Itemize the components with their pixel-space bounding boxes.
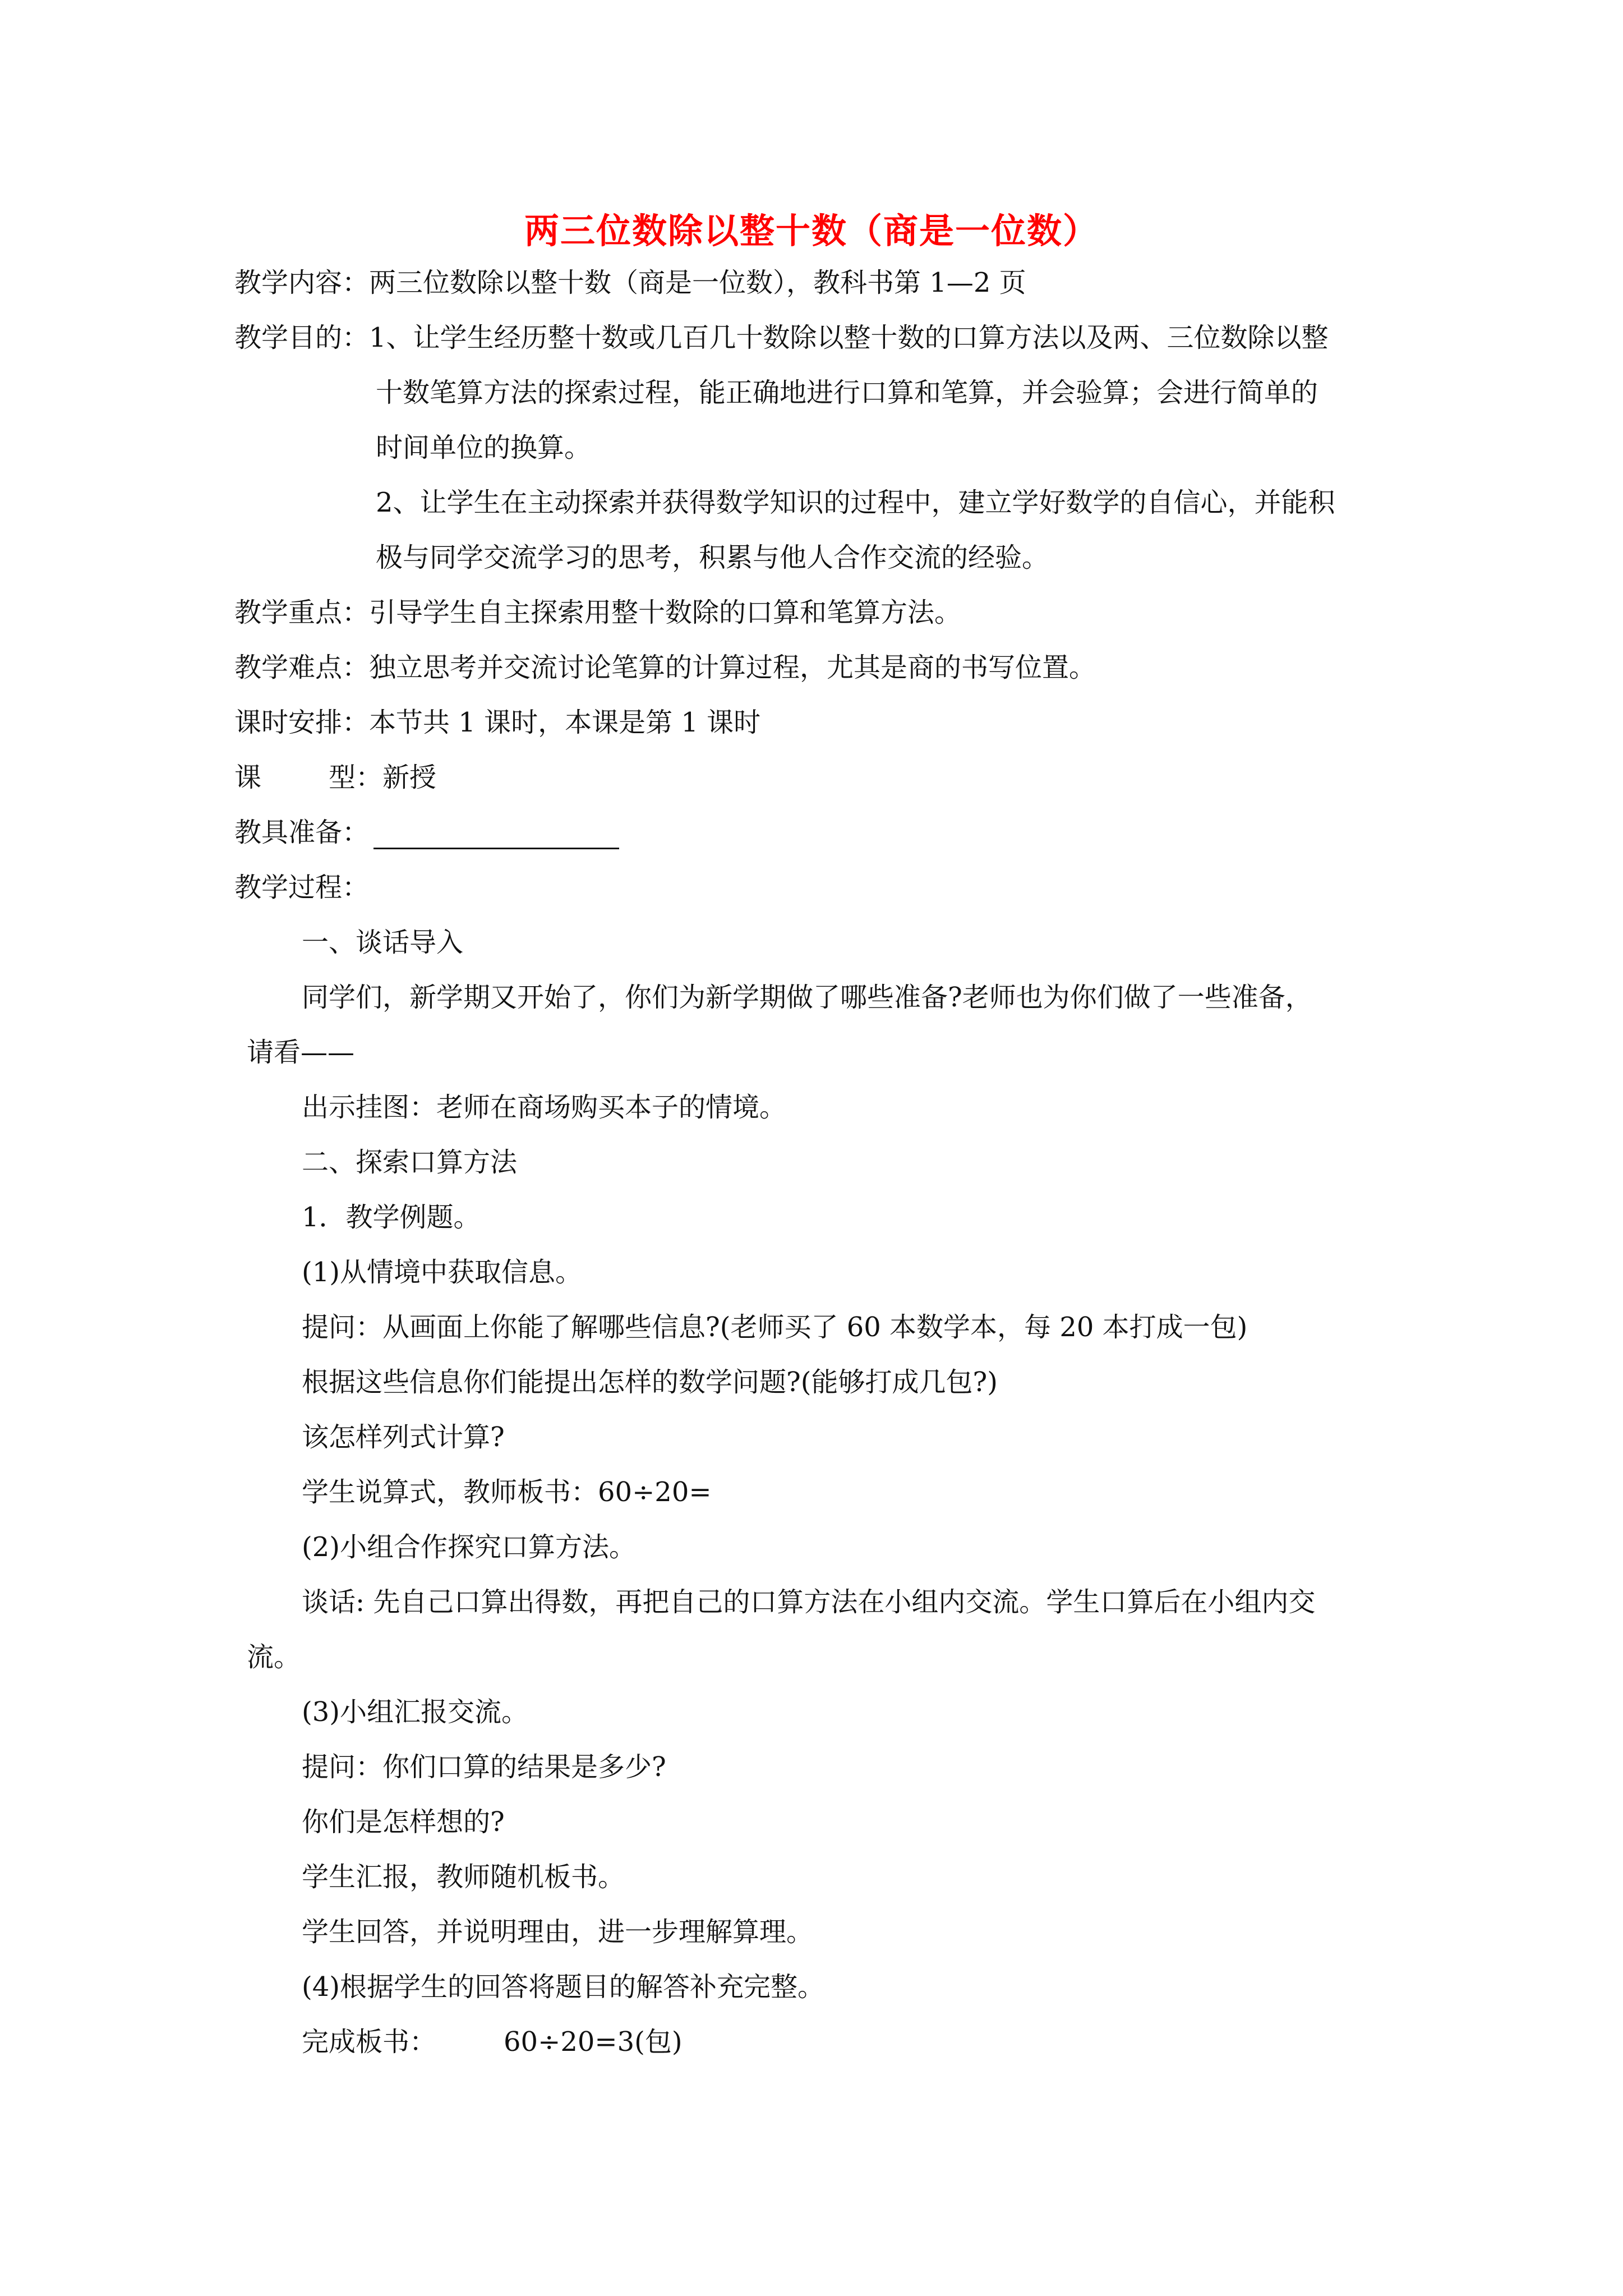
key-point-text: 引导学生自主探索用整十数除的口算和笔算方法。	[369, 597, 962, 628]
section-1-para-2: 出示挂图：老师在商场购买本子的情境。	[302, 1092, 787, 1123]
report-question-1: 提问：你们口算的结果是多少?	[302, 1751, 666, 1783]
report-question-4: 学生回答，并说明理由，进一步理解算理。	[302, 1916, 814, 1948]
goal-2-line-2: 极与同学交流学习的思考，积累与他人合作交流的经验。	[376, 542, 1049, 573]
type-row	[234, 761, 436, 794]
key-point-label: 教学重点：	[234, 597, 370, 628]
section-1-para-1-line-2: 请看——	[247, 1037, 355, 1068]
question-1: 提问：从画面上你能了解哪些信息?(老师买了 60 本数学本，每 20 本打成一包)	[302, 1312, 1248, 1343]
tools-label: 教具准备：	[234, 817, 370, 848]
tools-row	[234, 816, 619, 849]
board-label: 完成板书：	[302, 2026, 437, 2058]
goal-2-line-1: 2、让学生在主动探索并获得数学知识的过程中，建立学好数学的自信心，并能积	[376, 487, 1335, 518]
document-title: 两三位数除以整十数（商是一位数）	[524, 210, 1099, 251]
difficulty-label: 教学难点：	[234, 652, 370, 683]
content-row	[234, 266, 1026, 300]
question-3: 该怎样列式计算?	[302, 1421, 505, 1453]
schedule-label: 课时安排：	[234, 707, 370, 738]
report-question-2: 你们是怎样想的?	[302, 1806, 505, 1838]
section-2-item-1-d: (4)根据学生的回答将题目的解答补充完整。	[302, 1971, 824, 2003]
goal-1-line-1: 1、让学生经历整十数或几百几十数除以整十数的口算方法以及两、三位数除以整	[369, 322, 1329, 353]
tools-blank	[374, 820, 619, 849]
board-equation: 60÷20=3(包)	[504, 2026, 683, 2058]
section-2-item-1-a: (1)从情境中获取信息。	[302, 1257, 582, 1288]
talk-line-2: 流。	[247, 1641, 301, 1673]
section-2-item-1: 1．教学例题。	[302, 1202, 481, 1233]
report-question-3: 学生汇报，教师随机板书。	[302, 1861, 625, 1893]
goal-1-line-3: 时间单位的换算。	[376, 432, 592, 463]
difficulty-text: 独立思考并交流讨论笔算的计算过程，尤其是商的书写位置。	[369, 652, 1096, 683]
type-label-b: 型：	[329, 762, 383, 793]
section-1-para-1-line-1: 同学们，新学期又开始了，你们为新学期做了哪些准备?老师也为你们做了一些准备，	[302, 982, 1312, 1013]
goals-label: 教学目的：	[234, 322, 370, 353]
section-2-heading: 二、探索口算方法	[302, 1147, 518, 1178]
section-2-item-1-c: (3)小组汇报交流。	[302, 1696, 528, 1728]
content-label: 教学内容：	[234, 267, 370, 298]
type-text: 新授	[382, 762, 437, 793]
difficulty-row	[234, 651, 1096, 684]
schedule-text: 本节共 1 课时，本课是第 1 课时	[369, 707, 761, 738]
talk-line-1: 谈话: 先自己口算出得数，再把自己的口算方法在小组内交流。学生口算后在小组内交	[302, 1586, 1316, 1618]
key-point-row	[234, 596, 961, 629]
goal-1-line-2: 十数笔算方法的探索过程，能正确地进行口算和笔算，并会验算；会进行简单的	[376, 377, 1318, 408]
process-label: 教学过程：	[234, 872, 370, 903]
content-text: 两三位数除以整十数（商是一位数），教科书第 1—2 页	[369, 267, 1026, 298]
schedule-row	[234, 706, 760, 739]
question-4: 学生说算式，教师板书：60÷20=	[302, 1476, 712, 1508]
type-label-a: 课	[234, 762, 262, 793]
section-1-heading: 一、谈话导入	[302, 927, 464, 958]
board-row	[302, 2025, 683, 2059]
section-2-item-1-b: (2)小组合作探究口算方法。	[302, 1531, 636, 1563]
goals-row	[234, 321, 1329, 355]
question-2: 根据这些信息你们能提出怎样的数学问题?(能够打成几包?)	[302, 1366, 998, 1398]
